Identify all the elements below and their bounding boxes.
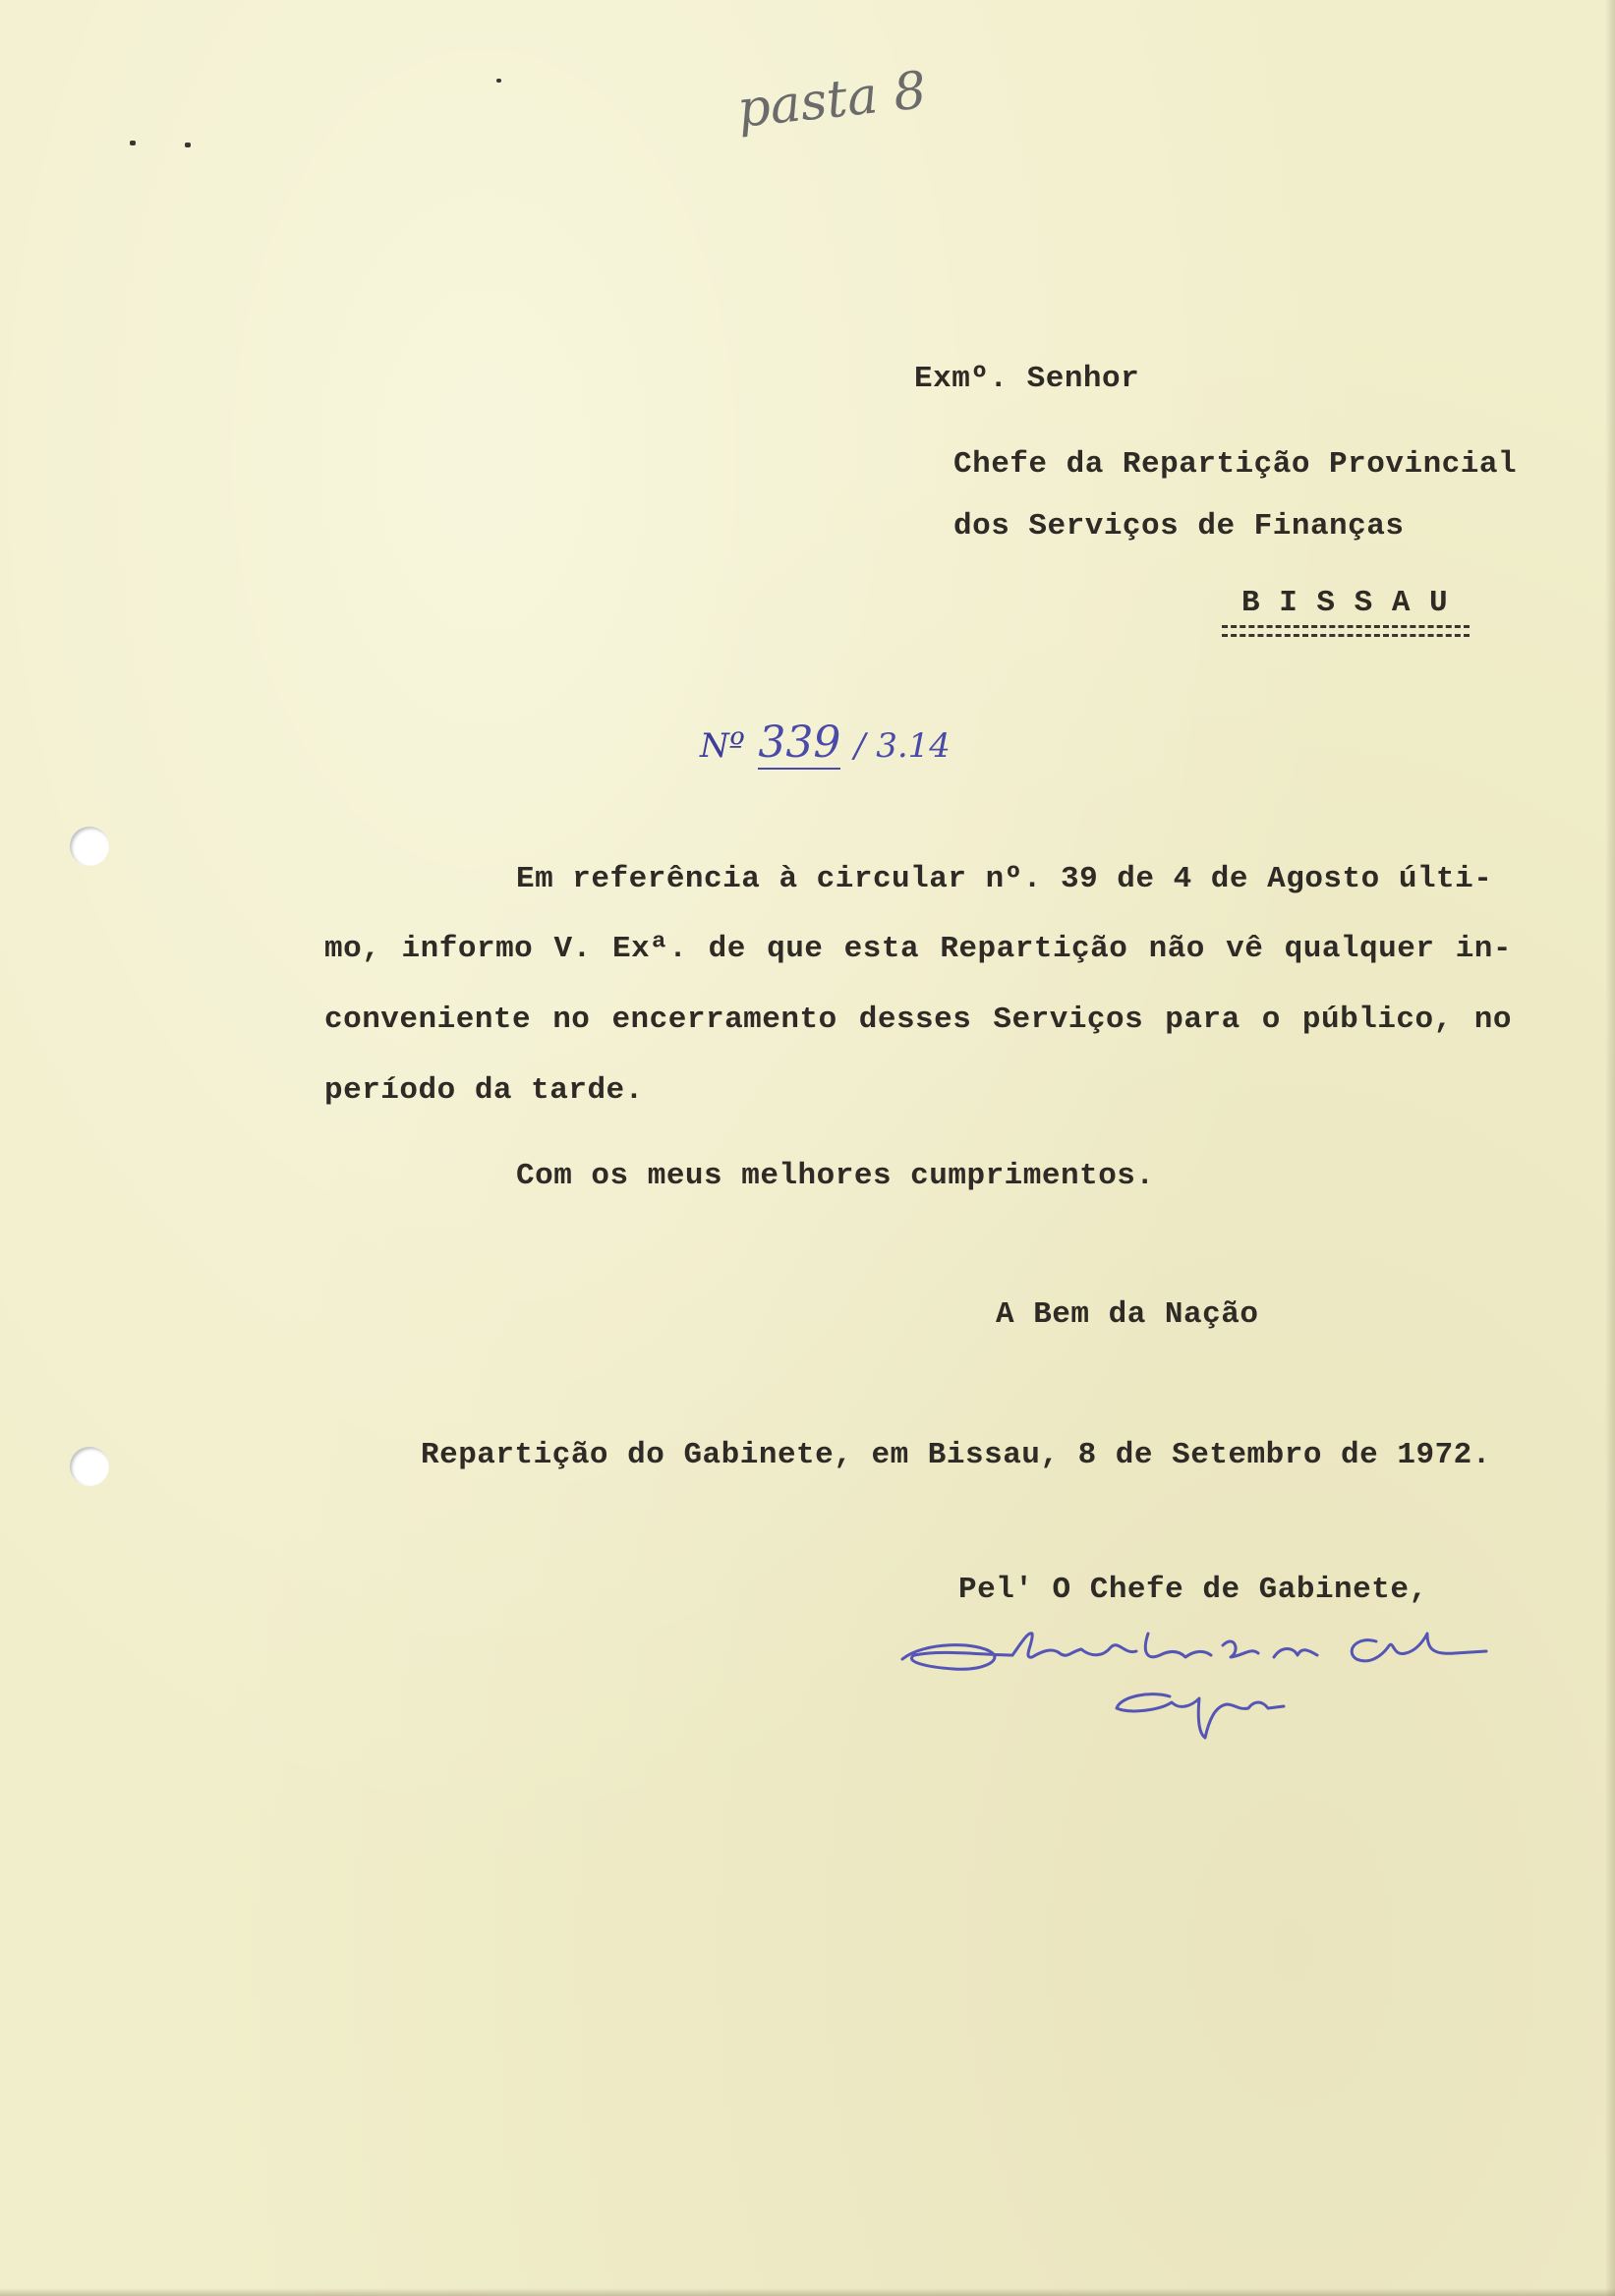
signature-stroke bbox=[1012, 1634, 1081, 1657]
recipient-line-2: dos Serviços de Finanças bbox=[953, 509, 1405, 544]
body-line-4: período da tarde. bbox=[324, 1073, 644, 1108]
signature-stroke bbox=[1081, 1645, 1136, 1655]
recipient-line-1: Chefe da Repartição Provincial bbox=[953, 447, 1518, 482]
ink-speck bbox=[185, 143, 191, 147]
ink-speck bbox=[496, 79, 501, 83]
paper-bottom-shadow bbox=[0, 2288, 1615, 2296]
paper-edge-shadow bbox=[1605, 0, 1615, 2296]
body-line-1: Em referência à circular nº. 39 de 4 de Agosto últi- bbox=[516, 862, 1493, 896]
place-and-date: Repartição do Gabinete, em Bissau, 8 de Setembro de 1972. bbox=[421, 1438, 1491, 1472]
salutation: Exmº. Senhor bbox=[914, 362, 1140, 396]
signatory-title: Pel' O Chefe de Gabinete, bbox=[958, 1573, 1428, 1607]
folder-note: pasta 8 bbox=[734, 61, 930, 140]
reference-suffix: / 3.14 bbox=[853, 726, 951, 766]
city-double-underline bbox=[1222, 625, 1470, 637]
reference-number-value: 339 bbox=[758, 718, 841, 768]
punch-hole-upper bbox=[70, 827, 109, 866]
reference-prefix: Nº bbox=[700, 726, 745, 766]
signature-stroke bbox=[1274, 1649, 1317, 1658]
handwritten-signature bbox=[885, 1612, 1494, 1759]
body-line-2: mo, informo V. Exª. de que esta Repartição não vê qualquer in- bbox=[324, 932, 1512, 966]
signature-stroke bbox=[1352, 1634, 1486, 1661]
signature-stroke bbox=[902, 1645, 1012, 1670]
signature-stroke bbox=[1117, 1694, 1284, 1738]
punch-hole-lower bbox=[70, 1447, 109, 1486]
reference-number bbox=[700, 718, 951, 768]
signature-stroke bbox=[1223, 1641, 1258, 1657]
recipient-city: B I S S A U bbox=[1241, 586, 1449, 620]
motto: A Bem da Nação bbox=[996, 1297, 1259, 1332]
closing-line: Com os meus melhores cumprimentos. bbox=[516, 1159, 1155, 1193]
body-line-3: conveniente no encerramento desses Serviços para o público, no bbox=[324, 1003, 1512, 1037]
ink-speck bbox=[130, 141, 136, 145]
signature-stroke bbox=[1145, 1634, 1211, 1657]
